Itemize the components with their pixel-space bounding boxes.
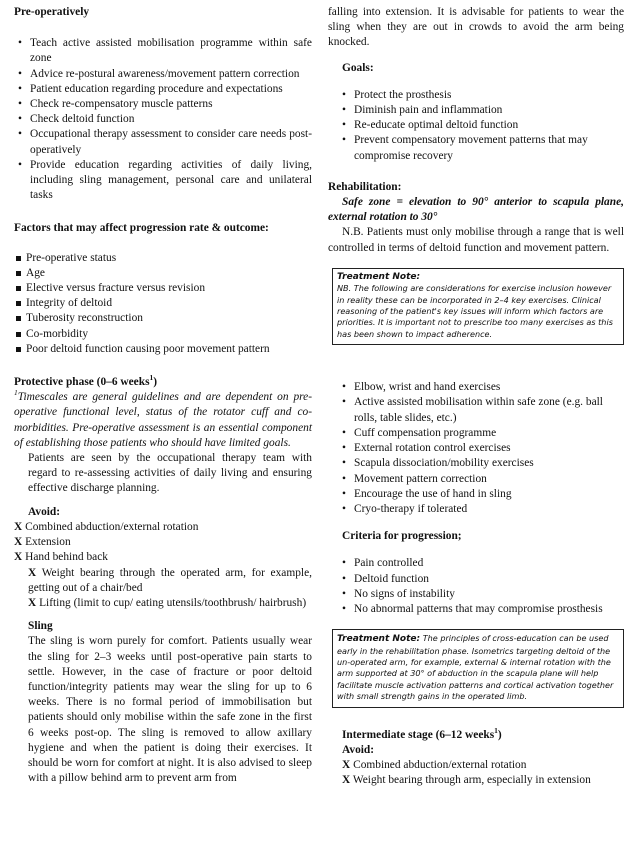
list-item: • Occupational therapy assessment to consider care needs post-operatively bbox=[14, 127, 312, 157]
goals-heading: Goals: bbox=[342, 61, 374, 74]
list-item: X Extension bbox=[14, 536, 71, 549]
nb-paragraph: N.B. Patients must only mobilise through a range that is well controlled in terms of deltoid function and movement pattern. bbox=[328, 226, 624, 254]
list-item: • No signs of instability bbox=[338, 587, 624, 602]
list-item: • Teach active assisted mobilisation programme within safe zone bbox=[14, 36, 312, 66]
list-item: Age bbox=[14, 266, 312, 281]
list-item: • Pain controlled bbox=[338, 556, 624, 571]
rehab-heading: Rehabilitation: bbox=[328, 180, 402, 193]
list-item: • Check re-compensatory muscle patterns bbox=[14, 97, 312, 112]
list-item: Elective versus fracture versus revision bbox=[14, 281, 312, 296]
treatment-note-text: The principles of cross-education can be used early in the rehabilitation phase. Isometrics targeting deltoid of the un-operated arm, for example, external & internal rotation with the arm supported at 30° of abduction in the scapula plane will help facilitate muscle activation patterns and cortical activation together with small strength gains in the operated limb. bbox=[337, 633, 614, 702]
list-item: Poor deltoid function causing poor movement pattern bbox=[14, 342, 312, 357]
list-item: • Cuff compensation programme bbox=[338, 426, 624, 441]
continuation-paragraph: falling into extension. It is advisable for patients to wear the sling when they are out in crowds to avoid the arm being knocked. bbox=[328, 6, 624, 49]
list-item: • Scapula dissociation/mobility exercises bbox=[338, 456, 624, 471]
avoid-list bbox=[14, 520, 312, 611]
list-item: • Deltoid function bbox=[338, 572, 624, 587]
list-item: • Patient education regarding procedure and expectations bbox=[14, 82, 312, 97]
list-item: • External rotation control exercises bbox=[338, 441, 624, 456]
list-item: • Advice re-postural awareness/movement pattern correction bbox=[14, 67, 312, 82]
list-item: • Provide education regarding activities of daily living, including sling management, personal care and unilateral tasks bbox=[14, 158, 312, 204]
ot-paragraph: Patients are seen by the occupational therapy team with regard to re-assessing activities of daily living and ensuring effective discharge planning. bbox=[28, 452, 312, 495]
treatment-note-text: NB. The following are considerations for exercise inclusion however in reality these can be incorporated in 2–4 key exercises. Clinical reasoning of the patient's key issues will inform which factors are priorities. It is important not to prescribe too many exercises as this has been shown to impact adherence. bbox=[337, 283, 613, 339]
list-item: Integrity of deltoid bbox=[14, 296, 312, 311]
list-item: Co-morbidity bbox=[14, 327, 312, 342]
cross-education-note-box bbox=[332, 629, 624, 707]
list-item: • Check deltoid function bbox=[14, 112, 312, 127]
preop-heading: Pre-operatively bbox=[14, 6, 90, 18]
list-item: • Movement pattern correction bbox=[338, 472, 624, 487]
sling-heading: Sling bbox=[28, 620, 53, 633]
criteria-list bbox=[328, 556, 624, 617]
criteria-heading: Criteria for progression; bbox=[342, 530, 462, 543]
safe-zone-definition: Safe zone = elevation to 90° anterior to scapula plane, external rotation to 30° bbox=[328, 196, 624, 224]
list-item: X Weight bearing through arm, especially in extension bbox=[342, 774, 591, 787]
list-item: Tuberosity reconstruction bbox=[14, 311, 312, 326]
list-item: • No abnormal patterns that may compromise prosthesis bbox=[338, 602, 624, 617]
factors-list bbox=[14, 251, 312, 357]
sling-paragraph: The sling is worn purely for comfort. Patients usually wear the sling for 2–3 weeks until post-operative pain starts to settle. However, in the case of fracture or poor deltoid function/integrity patients may wear the sling for up to 6 weeks. There is no formal period of immobilisation but patients should only mobilise within the safe zone in the first 6 weeks post-op. The sling is removed to allow axillary hygiene and when the patient is doing their exercises. It should be worn for comfort at night. It is also advised to sleep with a pillow behind arm to prevent arm from bbox=[28, 635, 312, 785]
intermediate-heading: Intermediate stage (6–12 weeks$^1$) bbox=[342, 725, 502, 741]
list-item: X Hand behind back bbox=[14, 551, 108, 564]
left-column bbox=[14, 0, 312, 786]
avoid-heading: Avoid: bbox=[28, 505, 61, 518]
protective-heading: Protective phase (0–6 weeks$^1$) bbox=[14, 373, 158, 389]
list-item: • Prevent compensatory movement patterns that may compromise recovery bbox=[338, 133, 624, 163]
list-item: • Protect the prosthesis bbox=[338, 88, 624, 103]
avoid-heading: Avoid: bbox=[342, 743, 375, 756]
list-item: Pre-operative status bbox=[14, 251, 312, 266]
list-item: X Lifting (limit to cup/ eating utensils/toothbrush/ hairbrush) bbox=[28, 596, 307, 609]
treatment-note-box bbox=[332, 268, 624, 345]
list-item: • Elbow, wrist and hand exercises bbox=[338, 380, 624, 395]
timescale-footnote: $^1$Timescales are general guidelines and are dependent on pre-operative functional level, status of the rotator cuff and co-morbidities. Pre-operative assessment is an essential component of establishing those patients who should have limited goals. bbox=[14, 388, 312, 449]
exercise-list bbox=[328, 380, 624, 517]
list-item: X Weight bearing through the operated arm, for example, getting out of a chair/bed bbox=[28, 566, 312, 594]
factors-heading: Factors that may affect progression rate & outcome: bbox=[14, 222, 269, 235]
list-item: X Combined abduction/external rotation bbox=[342, 758, 527, 771]
list-item: • Cryo-therapy if tolerated bbox=[338, 502, 624, 517]
list-item: • Encourage the use of hand in sling bbox=[338, 487, 624, 502]
preop-list bbox=[14, 36, 312, 203]
list-item: • Active assisted mobilisation within safe zone (e.g. ball rolls, table slides, etc.) bbox=[338, 395, 624, 425]
list-item: • Diminish pain and inflammation bbox=[338, 103, 624, 118]
right-column bbox=[328, 0, 624, 788]
goals-list bbox=[328, 88, 624, 164]
list-item: • Re-educate optimal deltoid function bbox=[338, 118, 624, 133]
list-item: X Combined abduction/external rotation bbox=[14, 520, 199, 533]
treatment-note-title: Treatment Note: bbox=[337, 634, 421, 645]
treatment-note-title: Treatment Note: bbox=[337, 271, 421, 282]
